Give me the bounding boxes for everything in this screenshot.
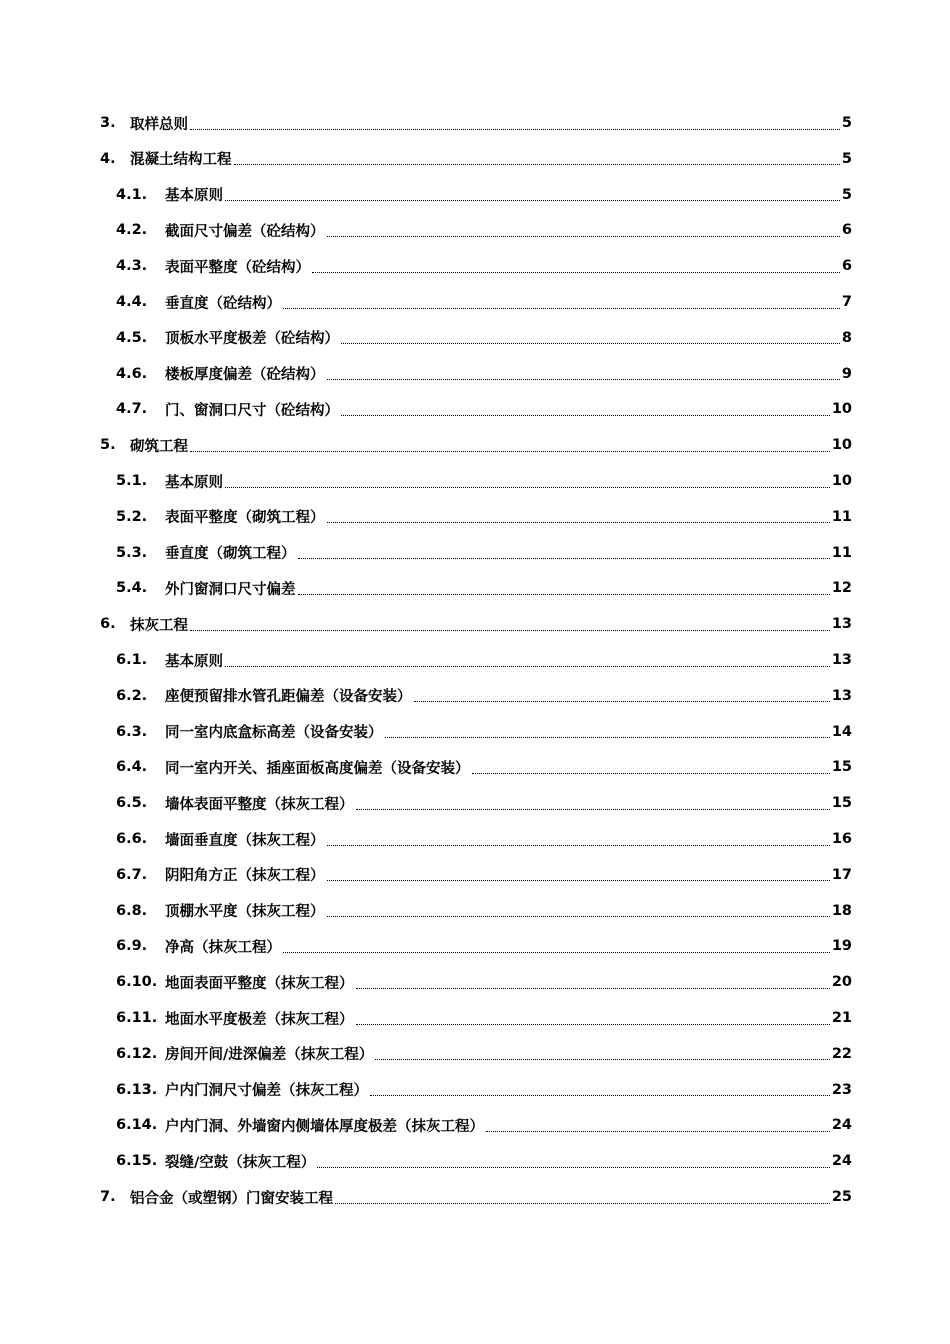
toc-entry[interactable] <box>116 1074 852 1106</box>
dot-leader <box>356 809 830 810</box>
toc-entry-number: 5.4. <box>116 580 148 597</box>
toc-entry-page-number: 17 <box>831 866 852 883</box>
toc-entry[interactable] <box>116 501 852 533</box>
toc-entry-page-number: 6 <box>841 258 852 275</box>
toc-entry-page-number: 10 <box>831 401 852 418</box>
toc-entry-number: 6.9. <box>116 938 148 955</box>
toc-entry[interactable] <box>116 930 852 962</box>
toc-entry-page-number: 22 <box>831 1045 852 1062</box>
toc-entry[interactable] <box>116 1038 852 1070</box>
toc-entry[interactable] <box>116 322 852 354</box>
toc-entry-page-number: 23 <box>831 1081 852 1098</box>
dot-leader <box>225 200 840 201</box>
dot-leader <box>327 916 830 917</box>
toc-entry[interactable] <box>116 751 852 783</box>
dot-leader <box>341 415 830 416</box>
toc-entry-title: 地面水平度极差（抹灰工程） <box>165 1011 354 1028</box>
dot-leader <box>472 773 830 774</box>
dot-leader <box>225 487 830 488</box>
toc-entry[interactable] <box>116 680 852 712</box>
toc-entry-title: 表面平整度（砼结构） <box>165 259 310 276</box>
dot-leader <box>298 594 830 595</box>
toc-entry-page-number: 19 <box>831 938 852 955</box>
toc-entry-page-number: 13 <box>831 687 852 704</box>
dot-leader <box>375 1059 830 1060</box>
toc-entry-page-number: 18 <box>831 902 852 919</box>
dot-leader <box>327 522 830 523</box>
toc-entry[interactable] <box>116 895 852 927</box>
toc-entry[interactable] <box>116 644 852 676</box>
dot-leader <box>414 701 830 702</box>
toc-entry-number: 6.6. <box>116 831 148 847</box>
toc-entry-number: 4.7. <box>116 401 148 418</box>
toc-entry-number: 6.7. <box>116 866 148 883</box>
toc-entry-title: 门、窗洞口尺寸（砼结构） <box>165 402 339 419</box>
toc-entry-title: 座便预留排水管孔距偏差（设备安装） <box>165 689 412 706</box>
toc-entry-number: 4.2. <box>116 222 148 239</box>
dot-leader <box>356 988 830 989</box>
toc-entry-number: 6.15. <box>116 1153 158 1170</box>
dot-leader <box>298 558 830 559</box>
toc-entry[interactable] <box>116 966 852 998</box>
toc-entry-title: 地面表面平整度（抹灰工程） <box>165 975 354 992</box>
toc-entry-number: 5.3. <box>116 544 148 561</box>
toc-entry[interactable] <box>116 250 852 282</box>
toc-entry-number: 3. <box>100 115 116 131</box>
toc-entry[interactable] <box>116 214 852 246</box>
toc-entry[interactable] <box>116 1145 852 1177</box>
dot-leader <box>317 1167 830 1168</box>
toc-entry-title: 混凝土结构工程 <box>130 152 232 169</box>
toc-entry-title: 同一室内底盒标高差（设备安装） <box>165 725 383 742</box>
toc-entry[interactable] <box>116 179 852 211</box>
toc-entry-number: 4.4. <box>116 294 148 310</box>
dot-leader <box>190 630 830 631</box>
toc-entry-number: 6.3. <box>116 723 148 740</box>
dot-leader <box>327 845 830 846</box>
toc-entry-number: 6. <box>100 616 116 633</box>
toc-entry-title: 户内门洞尺寸偏差（抹灰工程） <box>165 1083 368 1100</box>
toc-entry-page-number: 13 <box>831 616 852 633</box>
toc-entry-title: 基本原则 <box>165 188 223 205</box>
toc-entry-title: 截面尺寸偏差（砼结构） <box>165 223 325 240</box>
toc-entry-title: 顶棚水平度（抹灰工程） <box>165 904 325 921</box>
toc-entry-title: 同一室内开关、插座面板高度偏差（设备安装） <box>165 760 470 777</box>
toc-entry-page-number: 15 <box>831 795 852 812</box>
toc-entry-title: 净高（抹灰工程） <box>165 939 281 956</box>
toc-entry[interactable] <box>100 107 852 139</box>
toc-entry[interactable] <box>116 716 852 748</box>
toc-entry[interactable] <box>116 859 852 891</box>
toc-entry-title: 墙面垂直度（抹灰工程） <box>165 832 325 849</box>
toc-entry-page-number: 25 <box>831 1189 852 1205</box>
toc-entry-title: 垂直度（砌筑工程） <box>165 546 296 563</box>
toc-entry-page-number: 15 <box>831 759 852 776</box>
toc-entry-title: 基本原则 <box>165 653 223 670</box>
dot-leader <box>225 666 830 667</box>
toc-entry-title: 楼板厚度偏差（砼结构） <box>165 367 325 384</box>
toc-entry-title: 基本原则 <box>165 474 223 491</box>
toc-entry-number: 6.14. <box>116 1117 158 1134</box>
toc-entry-page-number: 6 <box>841 222 852 239</box>
toc-entry-number: 5.2. <box>116 508 148 525</box>
toc-entry-page-number: 5 <box>841 150 852 167</box>
toc-entry-number: 6.13. <box>116 1081 158 1098</box>
toc-entry-page-number: 13 <box>831 652 852 668</box>
toc-entry[interactable] <box>116 572 852 604</box>
toc-entry-number: 6.4. <box>116 759 148 776</box>
toc-entry[interactable] <box>116 1109 852 1141</box>
toc-entry-page-number: 12 <box>831 580 852 597</box>
toc-entry-page-number: 9 <box>841 365 852 382</box>
dot-leader <box>190 451 830 452</box>
toc-entry-title: 表面平整度（砌筑工程） <box>165 510 325 527</box>
toc-entry-page-number: 10 <box>831 473 852 489</box>
dot-leader <box>327 379 840 380</box>
toc-entry-page-number: 11 <box>831 544 852 561</box>
toc-entry-number: 4.3. <box>116 258 148 275</box>
toc-entry-title: 砌筑工程 <box>130 438 188 455</box>
toc-entry[interactable] <box>100 143 852 175</box>
dot-leader <box>385 737 830 738</box>
toc-entry-title: 阴阳角方正（抹灰工程） <box>165 868 325 885</box>
toc-entry-number: 6.5. <box>116 795 148 812</box>
toc-entry-number: 5.1. <box>116 473 148 489</box>
toc-entry-page-number: 24 <box>831 1117 852 1134</box>
dot-leader <box>283 308 840 309</box>
toc-entry-title: 房间开间/进深偏差（抹灰工程） <box>165 1047 374 1064</box>
toc-entry-title: 户内门洞、外墙窗内侧墙体厚度极差（抹灰工程） <box>165 1118 484 1135</box>
dot-leader <box>283 952 830 953</box>
toc-entry[interactable] <box>100 608 852 640</box>
toc-entry[interactable] <box>116 286 852 318</box>
toc-entry-number: 4.6. <box>116 365 148 382</box>
toc-entry-title: 墙体表面平整度（抹灰工程） <box>165 796 354 813</box>
toc-entry-page-number: 10 <box>831 437 852 454</box>
toc-entry-number: 4. <box>100 150 116 167</box>
toc-entry[interactable] <box>116 823 852 855</box>
toc-entry-number: 7. <box>100 1189 116 1205</box>
toc-entry-number: 4.1. <box>116 186 148 203</box>
toc-entry-page-number: 7 <box>841 294 852 310</box>
toc-entry-title: 外门窗洞口尺寸偏差 <box>165 581 296 598</box>
toc-entry-page-number: 14 <box>831 723 852 740</box>
toc-entry[interactable] <box>116 1002 852 1034</box>
dot-leader <box>234 164 840 165</box>
toc-entry-number: 6.11. <box>116 1010 158 1026</box>
toc-entry-page-number: 11 <box>831 508 852 525</box>
toc-entry-page-number: 16 <box>831 831 852 847</box>
toc-entry[interactable] <box>116 787 852 819</box>
dot-leader <box>370 1095 830 1096</box>
toc-entry-number: 6.10. <box>116 974 158 991</box>
toc-entry-page-number: 24 <box>831 1153 852 1170</box>
dot-leader <box>327 880 830 881</box>
toc-entry[interactable] <box>116 537 852 569</box>
dot-leader <box>341 343 840 344</box>
toc-entry-title: 抹灰工程 <box>130 617 188 634</box>
toc-entry-page-number: 5 <box>841 115 852 131</box>
toc-entry[interactable] <box>116 393 852 425</box>
toc-entry-number: 6.2. <box>116 687 148 704</box>
toc-entry-page-number: 5 <box>841 186 852 203</box>
toc-entry[interactable] <box>100 1181 852 1213</box>
toc-entry-page-number: 21 <box>831 1010 852 1026</box>
dot-leader <box>356 1024 830 1025</box>
dot-leader <box>486 1131 830 1132</box>
dot-leader <box>190 129 840 130</box>
toc-entry-page-number: 8 <box>841 329 852 346</box>
dot-leader <box>327 236 840 237</box>
toc-entry-page-number: 20 <box>831 974 852 991</box>
toc-entry-title: 顶板水平度极差（砼结构） <box>165 331 339 348</box>
toc-entry-title: 裂缝/空鼓（抹灰工程） <box>165 1154 316 1171</box>
toc-entry-number: 6.12. <box>116 1045 158 1062</box>
toc-entry[interactable] <box>116 465 852 497</box>
dot-leader <box>312 272 840 273</box>
toc-entry-number: 6.8. <box>116 902 148 919</box>
toc-entry-number: 5. <box>100 437 116 454</box>
dot-leader <box>335 1203 830 1204</box>
toc-entry-title: 取样总则 <box>130 116 188 133</box>
toc-entry-number: 6.1. <box>116 652 148 668</box>
toc-entry-title: 垂直度（砼结构） <box>165 295 281 312</box>
toc-entry-number: 4.5. <box>116 329 148 346</box>
toc-entry-title: 铝合金（或塑钢）门窗安装工程 <box>130 1190 333 1207</box>
toc-entry[interactable] <box>116 358 852 390</box>
toc-entry[interactable] <box>100 429 852 461</box>
